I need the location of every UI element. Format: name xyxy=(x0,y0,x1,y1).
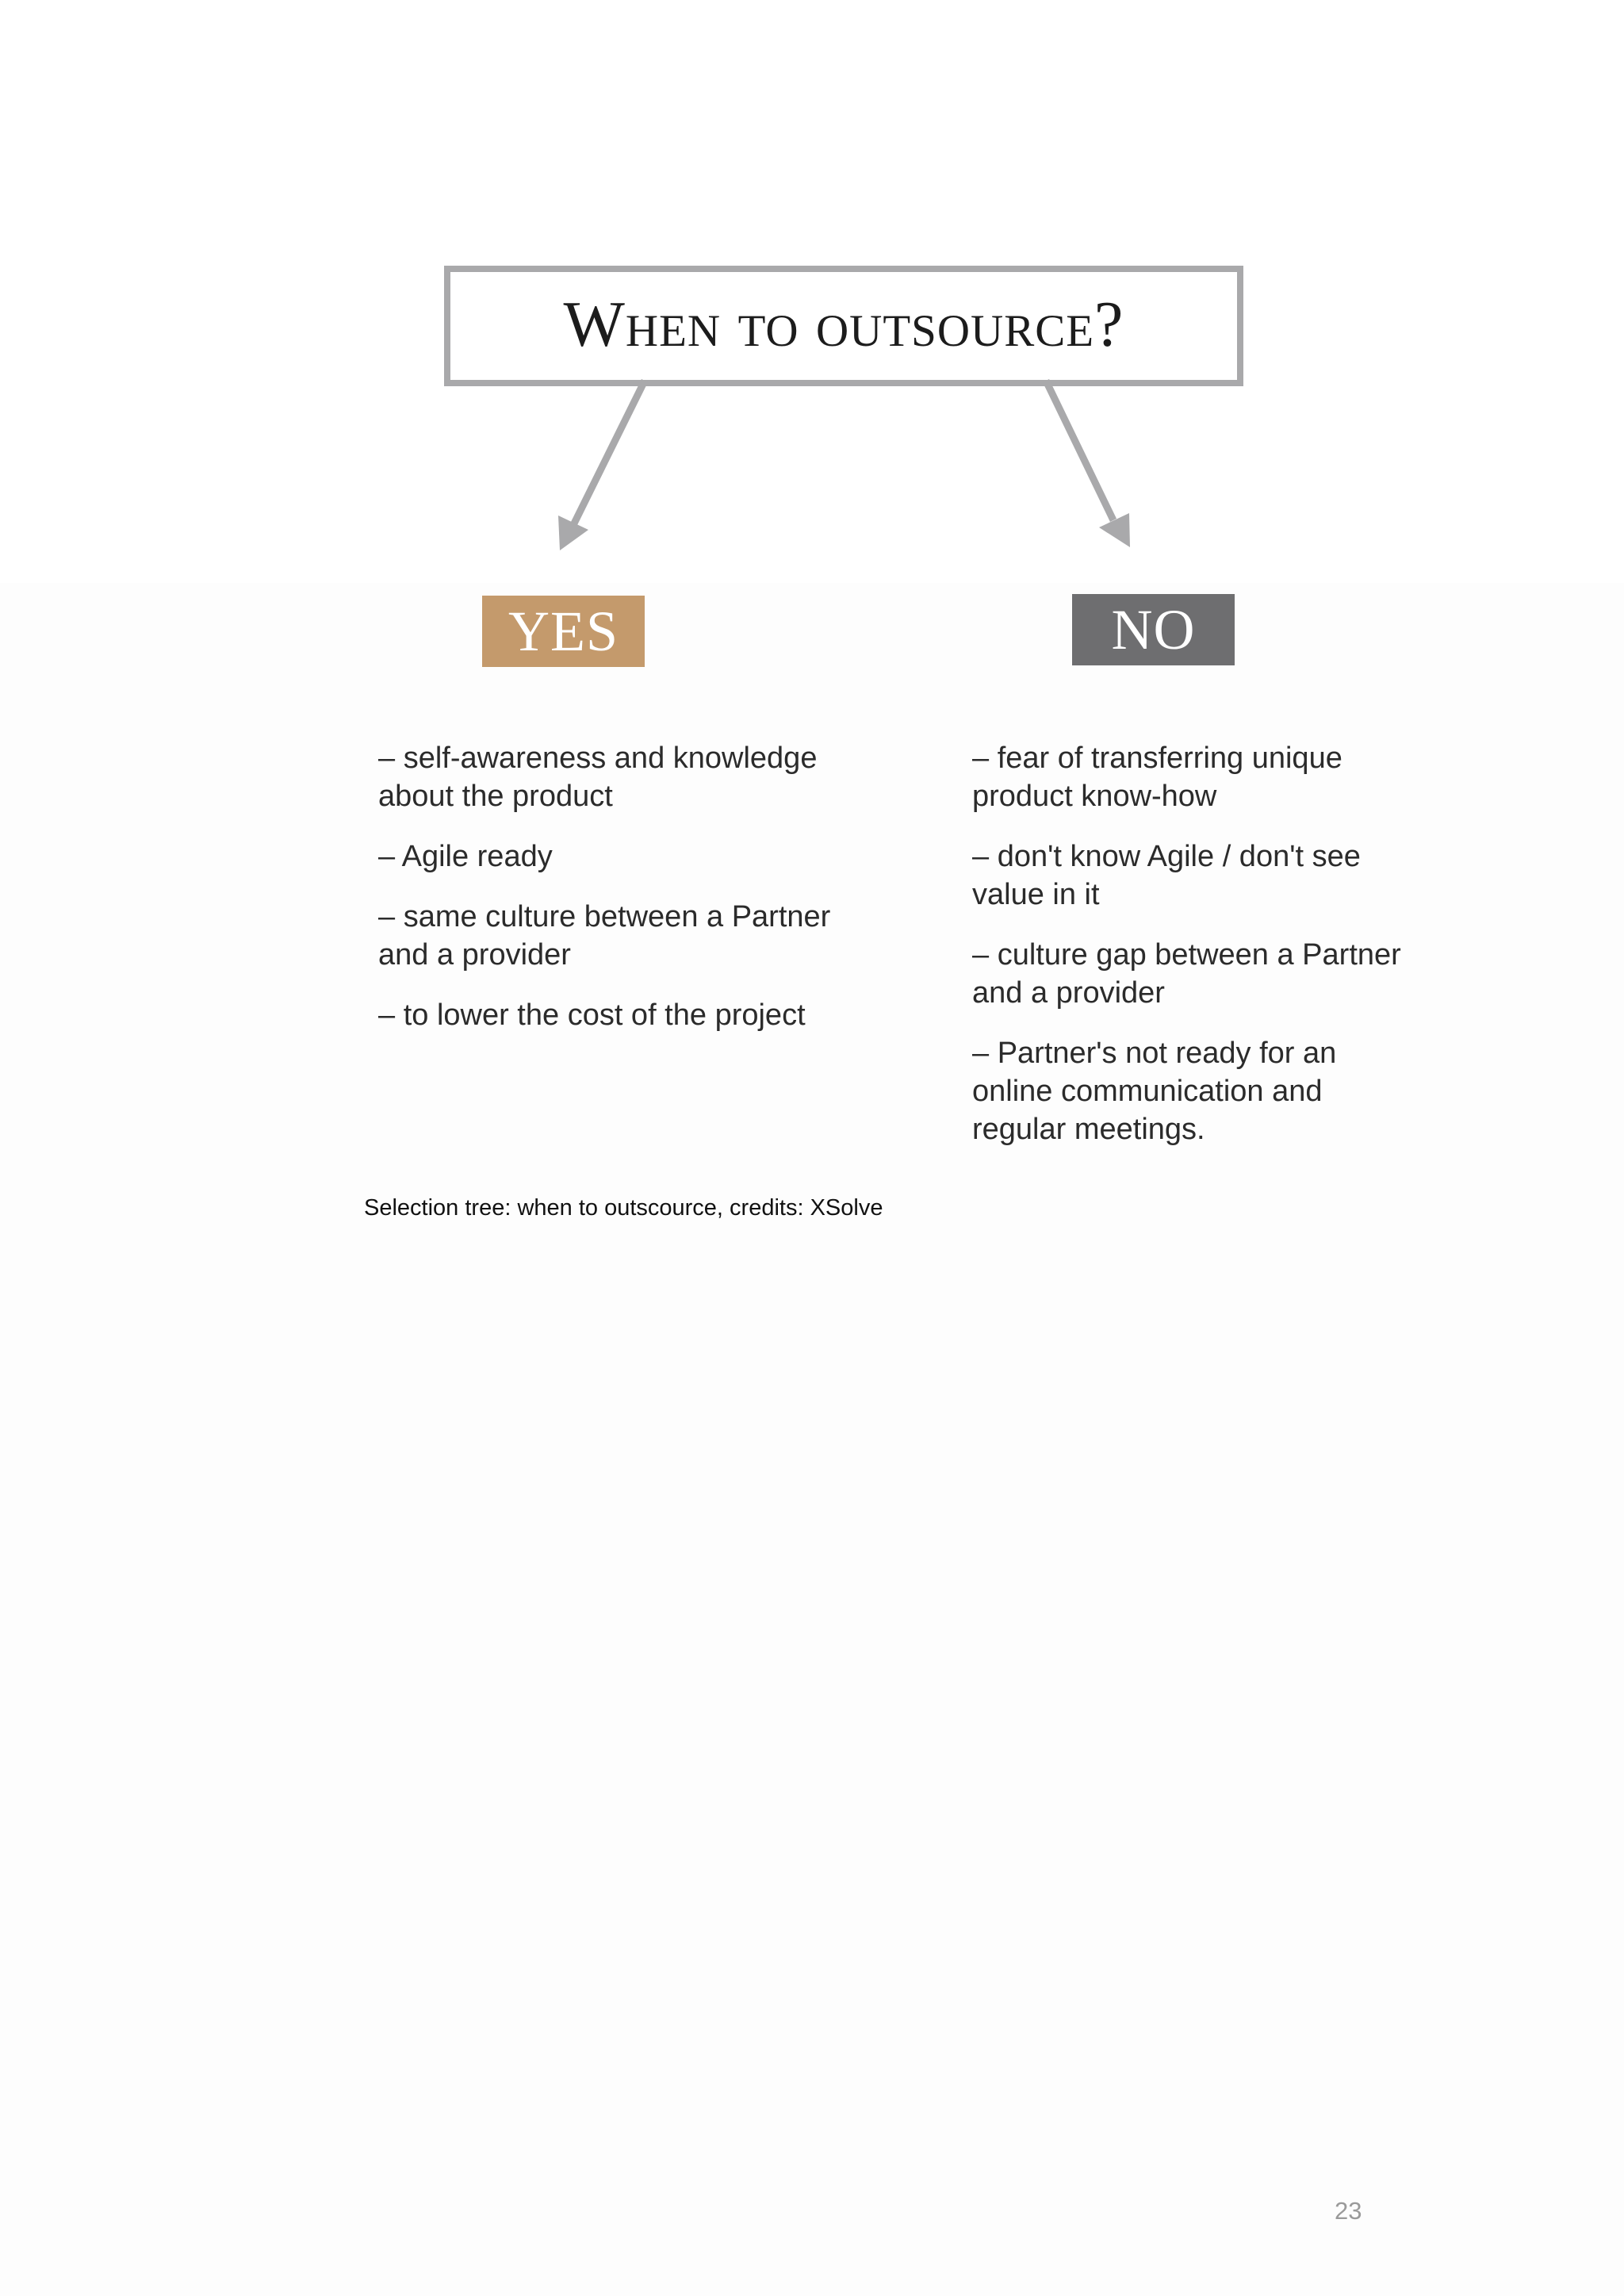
yes-reason-item: – same culture between a Partner and a provider xyxy=(378,900,831,972)
figure-caption: Selection tree: when to outscource, credits: XSolve xyxy=(364,1195,883,1221)
no-reason-item: – culture gap between a Partner and a provider xyxy=(972,938,1401,1010)
yes-label-box xyxy=(482,596,645,667)
no-label-box xyxy=(1072,594,1235,665)
yes-label: YES xyxy=(508,599,619,663)
no-reason-item: – Partner's not ready for an online communication and regular meetings. xyxy=(972,1037,1337,1146)
yes-reason-item: – Agile ready xyxy=(378,840,553,873)
no-reasons-list xyxy=(972,739,1416,1171)
no-reason-item: – fear of transferring unique product know-how xyxy=(972,742,1342,813)
arrow-to-no xyxy=(1046,381,1130,547)
diagram-title: When to outsource? xyxy=(563,288,1124,360)
yes-reason-item: – self-awareness and knowledge about the product xyxy=(378,742,818,813)
page-number: 23 xyxy=(1335,2197,1362,2225)
branch-arrows xyxy=(0,0,1624,603)
no-label: NO xyxy=(1111,597,1196,661)
yes-reason-item: – to lower the cost of the project xyxy=(378,999,806,1032)
arrow-to-yes xyxy=(558,381,645,550)
yes-reasons-list xyxy=(378,739,870,1056)
no-reason-item: – don't know Agile / don't see value in it xyxy=(972,840,1361,911)
